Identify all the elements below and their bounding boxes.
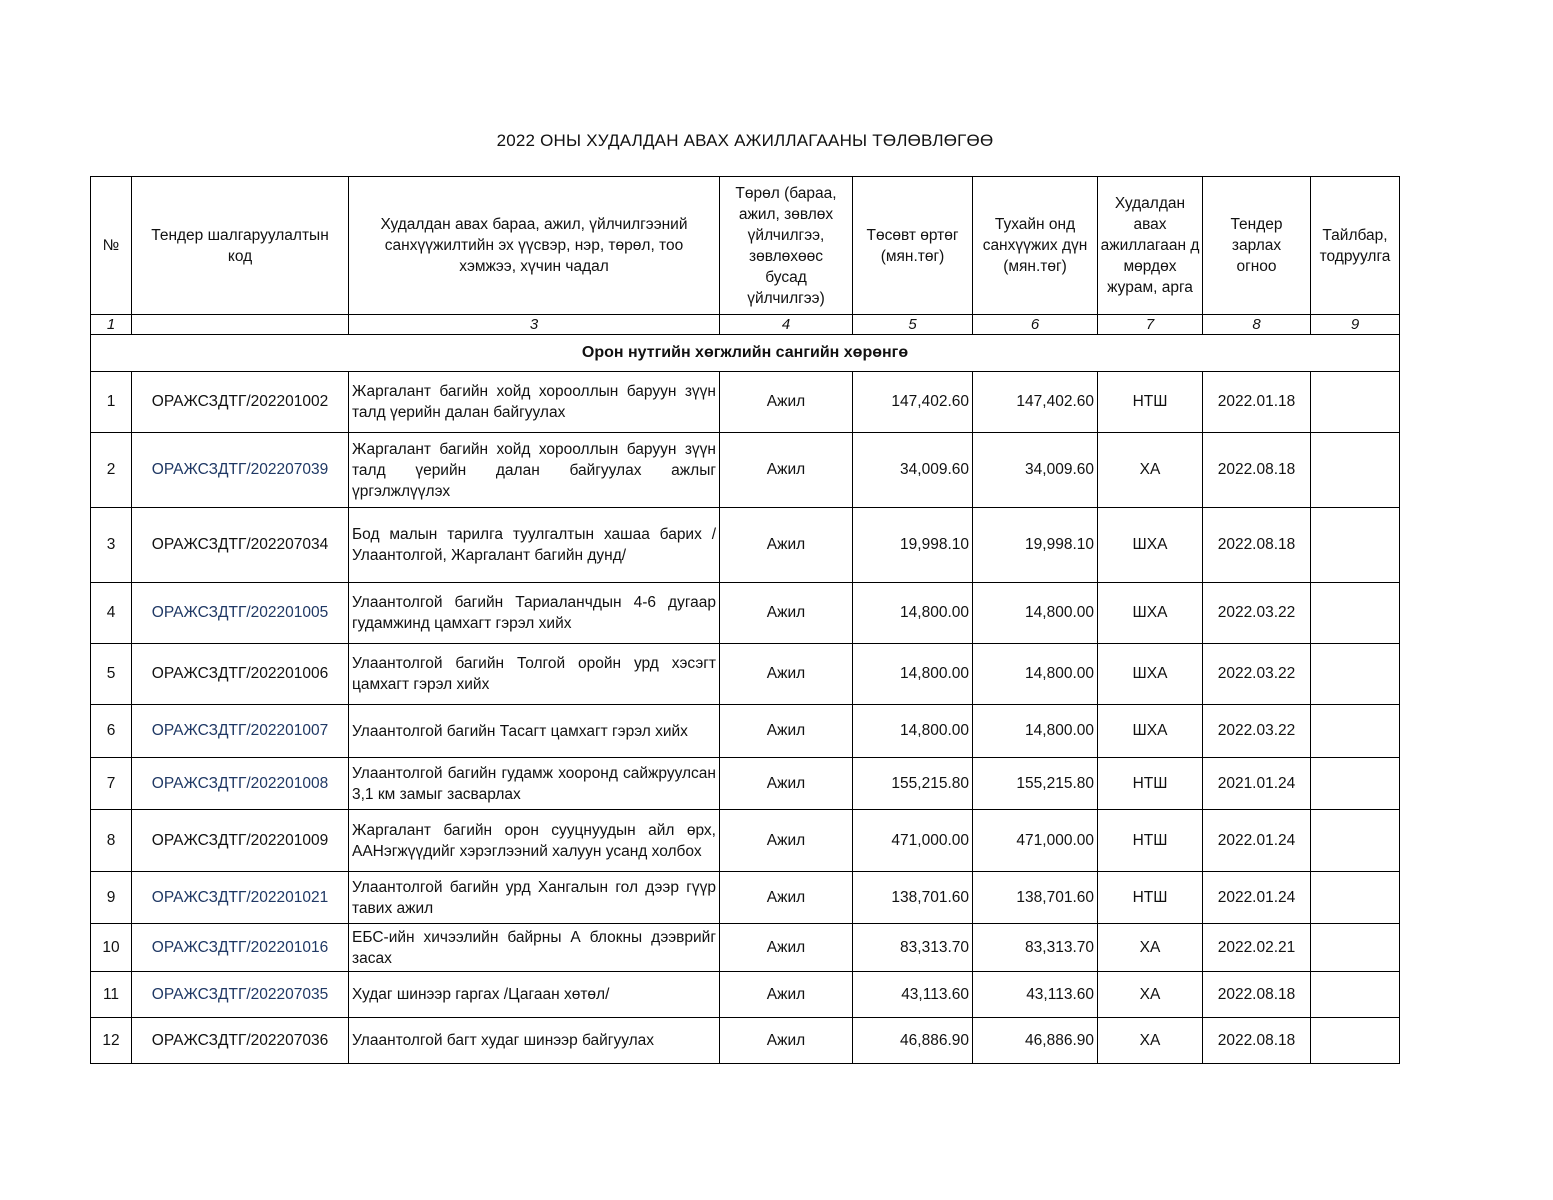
item-description: Улаантолгой багийн Тариаланчдын 4-6 дугаар гудамжинд цамхагт гэрэл хийх bbox=[349, 583, 720, 644]
table-row bbox=[91, 705, 1400, 758]
announcement-date: 2022.03.22 bbox=[1203, 644, 1311, 705]
item-type: Ажил bbox=[720, 372, 853, 433]
table-row bbox=[91, 433, 1400, 508]
item-type: Ажил bbox=[720, 644, 853, 705]
section-row bbox=[91, 335, 1400, 372]
item-type: Ажил bbox=[720, 583, 853, 644]
announcement-date: 2022.03.22 bbox=[1203, 583, 1311, 644]
announcement-date: 2022.08.18 bbox=[1203, 1018, 1311, 1064]
procurement-method: НТШ bbox=[1098, 758, 1203, 810]
header-code: Тендер шалгаруулалтын код bbox=[132, 177, 349, 315]
column-number bbox=[132, 315, 349, 335]
item-description: Жаргалант багийн хойд хорооллын баруун зүүн талд үерийн далан байгуулах bbox=[349, 372, 720, 433]
tender-code: ОРАЖСЗДТГ/202201005 bbox=[132, 583, 349, 644]
announcement-date: 2022.08.18 bbox=[1203, 972, 1311, 1018]
item-description: Улаантолгой багийн гудамж хооронд сайжруулсан 3,1 км замыг засварлах bbox=[349, 758, 720, 810]
budget-cost: 471,000.00 bbox=[853, 810, 973, 872]
procurement-method: ХА bbox=[1098, 972, 1203, 1018]
announcement-date: 2021.01.24 bbox=[1203, 758, 1311, 810]
row-number: 8 bbox=[91, 810, 132, 872]
budget-cost: 14,800.00 bbox=[853, 644, 973, 705]
column-number: 6 bbox=[973, 315, 1098, 335]
procurement-method: ШХА bbox=[1098, 583, 1203, 644]
item-type: Ажил bbox=[720, 972, 853, 1018]
item-description: Жаргалант багийн орон сууцнуудын айл өрх, ААНэгжүүдийг хэрэглээний халуун усанд холбох bbox=[349, 810, 720, 872]
item-type: Ажил bbox=[720, 810, 853, 872]
procurement-plan-table bbox=[90, 176, 1400, 1064]
tender-code: ОРАЖСЗДТГ/202201016 bbox=[132, 924, 349, 972]
budget-cost: 19,998.10 bbox=[853, 508, 973, 583]
annual-funding: 138,701.60 bbox=[973, 872, 1098, 924]
header-row bbox=[91, 177, 1400, 315]
note bbox=[1311, 1018, 1400, 1064]
annual-funding: 155,215.80 bbox=[973, 758, 1098, 810]
item-description: Улаантолгой багт худаг шинээр байгуулах bbox=[349, 1018, 720, 1064]
announcement-date: 2022.01.24 bbox=[1203, 872, 1311, 924]
row-number: 10 bbox=[91, 924, 132, 972]
column-number: 8 bbox=[1203, 315, 1311, 335]
item-description: ЕБС-ийн хичээлийн байрны А блокны дээврийг засах bbox=[349, 924, 720, 972]
note bbox=[1311, 972, 1400, 1018]
column-number: 1 bbox=[91, 315, 132, 335]
row-number: 1 bbox=[91, 372, 132, 433]
item-type: Ажил bbox=[720, 508, 853, 583]
table-row bbox=[91, 758, 1400, 810]
section-title: Орон нутгийн хөгжлийн сангийн хөрөнгө bbox=[91, 335, 1400, 372]
note bbox=[1311, 644, 1400, 705]
tender-code: ОРАЖСЗДТГ/202201009 bbox=[132, 810, 349, 872]
header-note: Тайлбар, тодруулга bbox=[1311, 177, 1400, 315]
item-type: Ажил bbox=[720, 433, 853, 508]
procurement-method: ХА bbox=[1098, 1018, 1203, 1064]
tender-code: ОРАЖСЗДТГ/202201006 bbox=[132, 644, 349, 705]
header-description: Худалдан авах бараа, ажил, үйлчилгээний санхүүжилтийн эх үүсвэр, нэр, төрөл, тоо хэмжээ, хүчин чадал bbox=[349, 177, 720, 315]
item-type: Ажил bbox=[720, 705, 853, 758]
announcement-date: 2022.08.18 bbox=[1203, 508, 1311, 583]
tender-code: ОРАЖСЗДТГ/202201008 bbox=[132, 758, 349, 810]
budget-cost: 14,800.00 bbox=[853, 583, 973, 644]
item-description: Бод малын тарилга туулгалтын хашаа барих /Улаантолгой, Жаргалант багийн дунд/ bbox=[349, 508, 720, 583]
procurement-method: ШХА bbox=[1098, 508, 1203, 583]
procurement-method: НТШ bbox=[1098, 872, 1203, 924]
note bbox=[1311, 508, 1400, 583]
annual-funding: 14,800.00 bbox=[973, 705, 1098, 758]
column-number: 4 bbox=[720, 315, 853, 335]
table-row bbox=[91, 924, 1400, 972]
annual-funding: 14,800.00 bbox=[973, 644, 1098, 705]
procurement-method: НТШ bbox=[1098, 372, 1203, 433]
annual-funding: 34,009.60 bbox=[973, 433, 1098, 508]
tender-code: ОРАЖСЗДТГ/202207035 bbox=[132, 972, 349, 1018]
budget-cost: 46,886.90 bbox=[853, 1018, 973, 1064]
note bbox=[1311, 924, 1400, 972]
annual-funding: 19,998.10 bbox=[973, 508, 1098, 583]
row-number: 11 bbox=[91, 972, 132, 1018]
header-no: № bbox=[91, 177, 132, 315]
item-type: Ажил bbox=[720, 758, 853, 810]
announcement-date: 2022.08.18 bbox=[1203, 433, 1311, 508]
annual-funding: 14,800.00 bbox=[973, 583, 1098, 644]
item-type: Ажил bbox=[720, 924, 853, 972]
item-description: Жаргалант багийн хойд хорооллын баруун зүүн талд үерийн далан байгуулах ажлыг үргэлжлүүлэх bbox=[349, 433, 720, 508]
tender-code: ОРАЖСЗДТГ/202207034 bbox=[132, 508, 349, 583]
tender-code: ОРАЖСЗДТГ/202201007 bbox=[132, 705, 349, 758]
column-number-row bbox=[91, 315, 1400, 335]
tender-code: ОРАЖСЗДТГ/202201002 bbox=[132, 372, 349, 433]
budget-cost: 138,701.60 bbox=[853, 872, 973, 924]
procurement-method: ХА bbox=[1098, 924, 1203, 972]
row-number: 5 bbox=[91, 644, 132, 705]
row-number: 9 bbox=[91, 872, 132, 924]
row-number: 6 bbox=[91, 705, 132, 758]
procurement-method: НТШ bbox=[1098, 810, 1203, 872]
header-funding: Тухайн онд санхүүжих дүн (мян.төг) bbox=[973, 177, 1098, 315]
annual-funding: 46,886.90 bbox=[973, 1018, 1098, 1064]
table-row bbox=[91, 1018, 1400, 1064]
item-description: Улаантолгой багийн Тасагт цамхагт гэрэл хийх bbox=[349, 705, 720, 758]
header-method: Худалдан авах ажиллагаан д мөрдөх журам, арга bbox=[1098, 177, 1203, 315]
procurement-method: ХА bbox=[1098, 433, 1203, 508]
announcement-date: 2022.03.22 bbox=[1203, 705, 1311, 758]
item-type: Ажил bbox=[720, 872, 853, 924]
row-number: 12 bbox=[91, 1018, 132, 1064]
header-date: Тендер зарлах огноо bbox=[1203, 177, 1311, 315]
note bbox=[1311, 758, 1400, 810]
table-row bbox=[91, 644, 1400, 705]
budget-cost: 14,800.00 bbox=[853, 705, 973, 758]
annual-funding: 471,000.00 bbox=[973, 810, 1098, 872]
note bbox=[1311, 583, 1400, 644]
column-number: 3 bbox=[349, 315, 720, 335]
announcement-date: 2022.02.21 bbox=[1203, 924, 1311, 972]
header-budget: Төсөвт өртөг (мян.төг) bbox=[853, 177, 973, 315]
annual-funding: 43,113.60 bbox=[973, 972, 1098, 1018]
procurement-method: ШХА bbox=[1098, 644, 1203, 705]
procurement-method: ШХА bbox=[1098, 705, 1203, 758]
column-number: 7 bbox=[1098, 315, 1203, 335]
table-row bbox=[91, 872, 1400, 924]
tender-code: ОРАЖСЗДТГ/202207039 bbox=[132, 433, 349, 508]
item-description: Улаантолгой багийн урд Хангалын гол дээр гүүр тавих ажил bbox=[349, 872, 720, 924]
item-type: Ажил bbox=[720, 1018, 853, 1064]
note bbox=[1311, 872, 1400, 924]
note bbox=[1311, 372, 1400, 433]
note bbox=[1311, 810, 1400, 872]
announcement-date: 2022.01.18 bbox=[1203, 372, 1311, 433]
budget-cost: 34,009.60 bbox=[853, 433, 973, 508]
row-number: 3 bbox=[91, 508, 132, 583]
column-number: 9 bbox=[1311, 315, 1400, 335]
table-row bbox=[91, 508, 1400, 583]
row-number: 2 bbox=[91, 433, 132, 508]
tender-code: ОРАЖСЗДТГ/202207036 bbox=[132, 1018, 349, 1064]
announcement-date: 2022.01.24 bbox=[1203, 810, 1311, 872]
item-description: Худаг шинээр гаргах /Цагаан хөтөл/ bbox=[349, 972, 720, 1018]
table-row bbox=[91, 810, 1400, 872]
row-number: 7 bbox=[91, 758, 132, 810]
table-row bbox=[91, 583, 1400, 644]
annual-funding: 147,402.60 bbox=[973, 372, 1098, 433]
row-number: 4 bbox=[91, 583, 132, 644]
table-row bbox=[91, 372, 1400, 433]
table-row bbox=[91, 972, 1400, 1018]
note bbox=[1311, 433, 1400, 508]
budget-cost: 83,313.70 bbox=[853, 924, 973, 972]
annual-funding: 83,313.70 bbox=[973, 924, 1098, 972]
item-description: Улаантолгой багийн Толгой оройн урд хэсэгт цамхагт гэрэл хийх bbox=[349, 644, 720, 705]
budget-cost: 155,215.80 bbox=[853, 758, 973, 810]
tender-code: ОРАЖСЗДТГ/202201021 bbox=[132, 872, 349, 924]
note bbox=[1311, 705, 1400, 758]
budget-cost: 147,402.60 bbox=[853, 372, 973, 433]
column-number: 5 bbox=[853, 315, 973, 335]
page-title: 2022 ОНЫ ХУДАЛДАН АВАХ АЖИЛЛАГААНЫ ТӨЛӨВЛӨГӨӨ bbox=[496, 131, 994, 150]
header-type: Төрөл (бараа, ажил, зөвлөх үйлчилгээ, зөвлөхөөс бусад үйлчилгээ) bbox=[720, 177, 853, 315]
budget-cost: 43,113.60 bbox=[853, 972, 973, 1018]
